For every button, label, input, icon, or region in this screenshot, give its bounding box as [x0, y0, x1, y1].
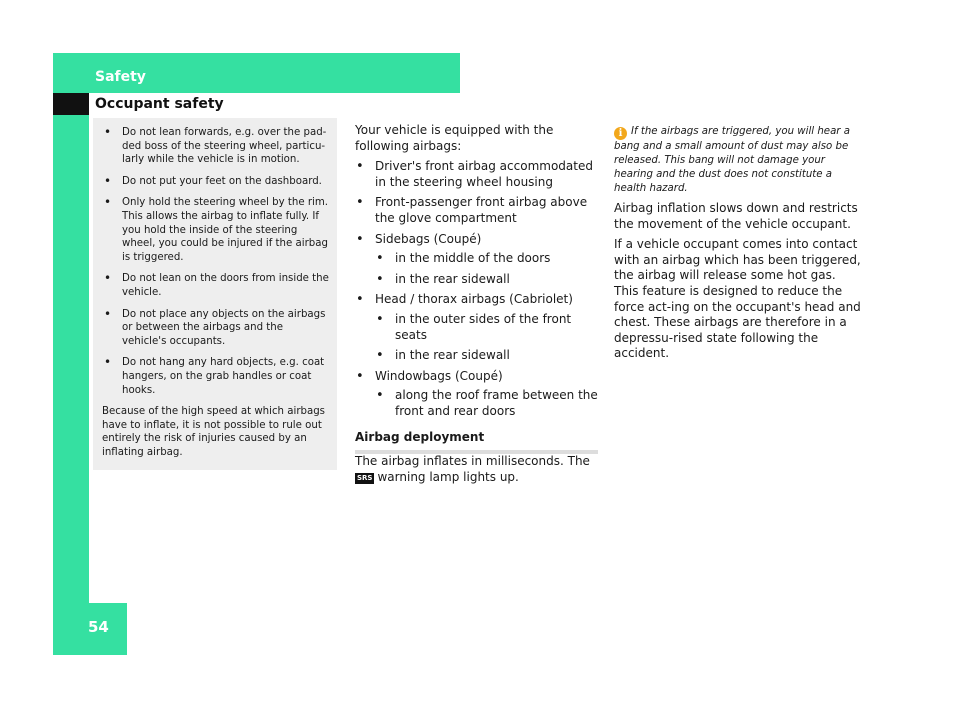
warning-item: • Do not lean on the doors from inside the vehicle. [102, 272, 329, 299]
airbag-subitem: • in the rear sidewall [375, 272, 601, 288]
warning-box [93, 118, 337, 470]
airbag-subitem: • in the outer sides of the front seats [375, 312, 601, 343]
warning-list [102, 126, 329, 397]
airbag-item: • Head / thorax airbags (Cabriolet) • in the outer sides of the front seats • in the rear sidewall [355, 292, 601, 363]
airbag-item: • Driver's front airbag accommodated in the steering wheel housing [355, 159, 601, 190]
airbag-item: • Front-passenger front airbag above the glove compartment [355, 195, 601, 226]
airbag-subitem: • in the middle of the doors [375, 251, 601, 267]
airbag-sublist [375, 388, 601, 419]
warning-item: • Do not put your feet on the dashboard. [102, 175, 329, 189]
info-icon: i [614, 127, 627, 140]
airbag-sublist [375, 251, 601, 287]
section-label: Safety [95, 69, 146, 85]
airbag-item: • Sidebags (Coupé) • in the middle of the doors • in the rear sidewall [355, 232, 601, 288]
airbag-subitem: • along the roof frame between the front and rear doors [375, 388, 601, 419]
page-number: 54 [88, 618, 109, 636]
warning-item: • Do not lean forwards, e.g. over the pad-ded boss of the steering wheel, particu-larly while the vehicle is in motion. [102, 126, 329, 167]
right-column [614, 125, 864, 367]
warning-item: • Do not place any objects on the airbags or between the airbags and the vehicle's occupants. [102, 308, 329, 349]
airbag-list [355, 159, 601, 419]
warning-item: • Only hold the steering wheel by the rim. This allows the airbag to inflate fully. If you hold the inside of the steering wheel, you could be injured if the airbag is triggered. [102, 196, 329, 264]
airbag-item: • Windowbags (Coupé) • along the roof frame between the front and rear doors [355, 369, 601, 420]
warning-item: • Do not hang any hard objects, e.g. coat hangers, on the grab handles or coat hooks. [102, 356, 329, 397]
middle-column [355, 123, 601, 490]
title-marker [53, 93, 89, 115]
hot-gas-paragraph: If a vehicle occupant comes into contact with an airbag which has been triggered, the airbag will release some hot gas. This feature is designed to reduce the force act-ing on the occupant's head and chest. These airbags are therefore in a depressu-rised state following the accident. [614, 237, 861, 361]
side-band [53, 115, 89, 615]
srs-warning-icon: SRS [357, 473, 373, 482]
page-title: Occupant safety [95, 96, 224, 112]
inflation-paragraph: Airbag inflation slows down and restricts the movement of the vehicle occupant. [614, 201, 858, 231]
airbag-intro: Your vehicle is equipped with the following airbags: [355, 123, 554, 153]
warning-closing: Because of the high speed at which airbags have to inflate, it is not possible to rule out entirely the risk of injuries caused by an inflating airbag. [102, 406, 325, 458]
deployment-text: The airbag inflates in milliseconds. The SRS warning lamp lights up. [355, 454, 590, 484]
info-note: i If the airbags are triggered, you will hear a bang and a small amount of dust may also be released. This bang will not damage your hearing and the dust does not constitute a health hazard. [614, 126, 850, 194]
deployment-heading: Airbag deployment [355, 430, 598, 455]
airbag-subitem: • in the rear sidewall [375, 348, 601, 364]
airbag-sublist [375, 312, 601, 364]
